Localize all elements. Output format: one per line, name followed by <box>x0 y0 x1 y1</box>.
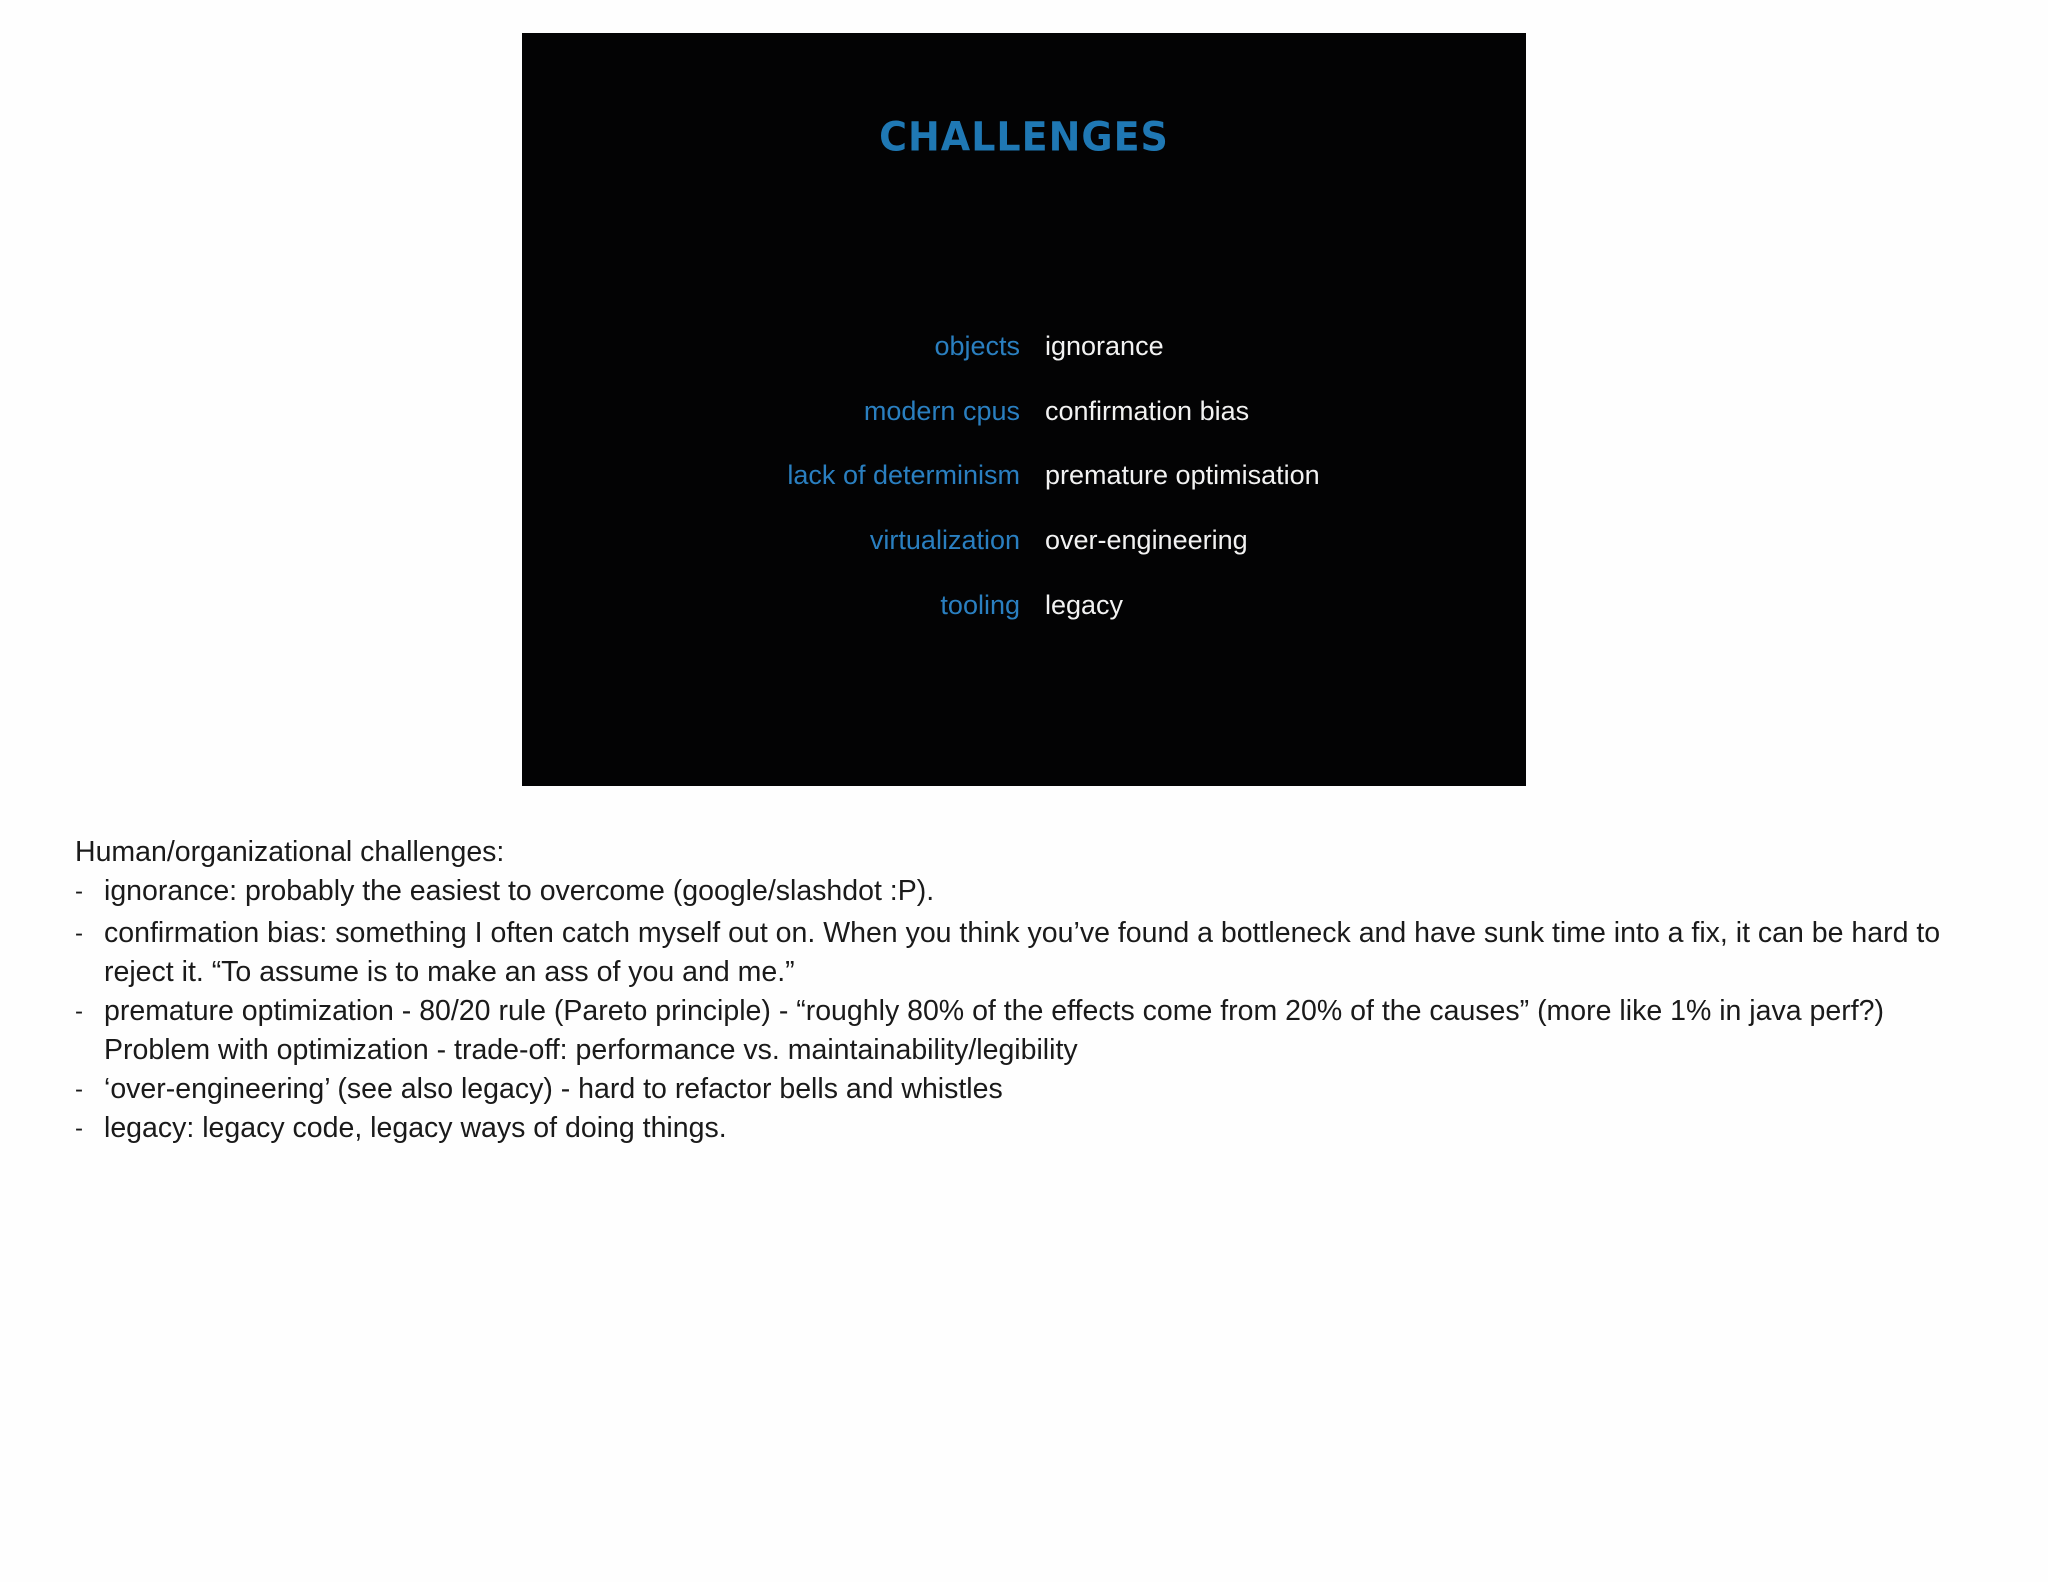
note-item <box>75 914 1995 992</box>
note-text: premature optimization - 80/20 rule (Pareto principle) - “roughly 80% of the effects come from 20% of the causes” (more like 1% in java perf?) Problem with optimization - trade-off: performance vs. maintainability/legibility <box>104 995 1884 1066</box>
tech-challenge-label: tooling <box>940 590 1020 620</box>
human-challenge-label: ignorance <box>1045 331 1164 361</box>
bullet-dash: - <box>75 1115 83 1142</box>
human-challenge-label: legacy <box>1045 590 1124 620</box>
notes-heading: Human/organizational challenges: <box>75 836 505 868</box>
slide-title: CHALLENGES <box>879 113 1169 161</box>
tech-challenge-label: virtualization <box>869 525 1020 555</box>
human-challenge-label: over-engineering <box>1045 525 1248 555</box>
human-challenge-label: premature optimisation <box>1045 460 1320 490</box>
note-item <box>75 992 1995 1070</box>
bullet-dash: - <box>75 1076 83 1103</box>
speaker-notes <box>75 832 1995 1148</box>
tech-challenge-label: modern cpus <box>863 396 1020 426</box>
note-text: confirmation bias: something I often catch myself out on. When you think you’ve found a bottleneck and have sunk time into a fix, it can be hard to reject it. “To assume is to make an ass of you and me.” <box>104 917 1941 988</box>
note-text: ignorance: probably the easiest to overcome (google/slashdot :P). <box>104 875 935 907</box>
slide-row <box>522 455 1526 495</box>
slide-image <box>522 33 1526 786</box>
slide-row <box>522 326 1526 366</box>
note-text: legacy: legacy code, legacy ways of doing things. <box>104 1112 727 1144</box>
tech-challenge-label: objects <box>934 331 1020 361</box>
bullet-dash: - <box>75 920 83 947</box>
slide-row <box>522 520 1526 560</box>
note-item <box>75 1109 1995 1148</box>
note-item <box>75 1070 1995 1109</box>
note-text: ‘over-engineering’ (see also legacy) - hard to refactor bells and whistles <box>104 1073 1003 1105</box>
note-item <box>75 872 1995 911</box>
slide-row <box>522 391 1526 431</box>
tech-challenge-label: lack of determinism <box>787 460 1020 490</box>
bullet-dash: - <box>75 998 83 1025</box>
bullet-dash: - <box>75 878 83 905</box>
slide-row <box>522 585 1526 625</box>
human-challenge-label: confirmation bias <box>1045 396 1250 426</box>
